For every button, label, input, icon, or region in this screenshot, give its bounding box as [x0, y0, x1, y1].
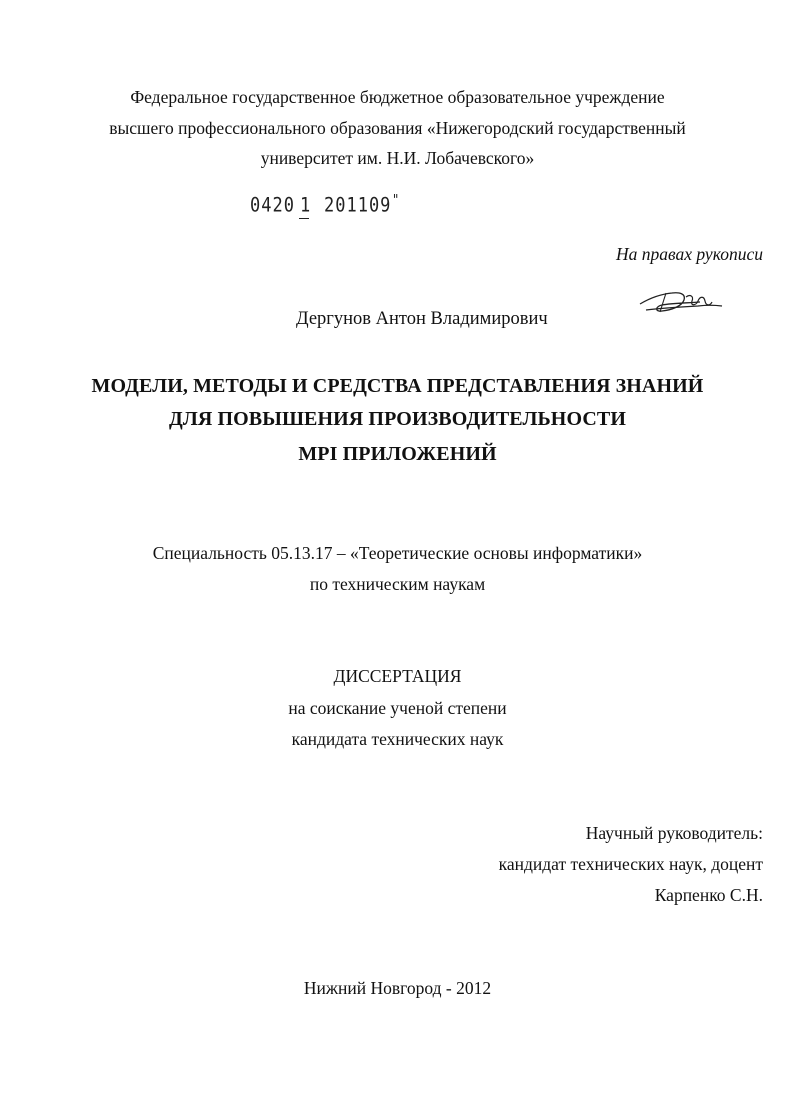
dissertation-degree-line-2: кандидата технических наук: [291, 729, 504, 749]
supervisor-degree: кандидат технических наук, доцент: [498, 854, 763, 874]
rights-note: На правах рукописи: [616, 244, 763, 264]
supervisor-name: Карпенко С.Н.: [654, 885, 763, 905]
stamp-number-d: ": [392, 192, 401, 209]
signature-icon: [632, 284, 732, 324]
institution-line-1: Федеральное государственное бюджетное образовательное учреждение: [130, 87, 665, 107]
author-name: Дергунов Антон Владимирович: [296, 309, 548, 329]
institution-line-2: высшего профессионального образования «Нижегородский государственный: [109, 118, 686, 138]
dissertation-label: ДИССЕРТАЦИЯ: [333, 666, 462, 686]
dissertation-degree-line-1: на соискание ученой степени: [288, 698, 507, 718]
title-line-1: МОДЕЛИ, МЕТОДЫ И СРЕДСТВА ПРЕДСТАВЛЕНИЯ ЗНАНИЙ: [91, 375, 704, 397]
city-year: Нижний Новгород - 2012: [303, 978, 492, 998]
specialty-line-2: по техническим наукам: [309, 574, 486, 594]
stamp-number-c: 201109: [324, 194, 392, 217]
stamp-number-b: 1: [300, 194, 312, 217]
stamp-number-a: 0420: [250, 194, 295, 217]
title-line-2: ДЛЯ ПОВЫШЕНИЯ ПРОИЗВОДИТЕЛЬНОСТИ: [168, 408, 627, 430]
stamp-underline: [299, 218, 309, 219]
supervisor-label: Научный руководитель:: [585, 823, 763, 843]
institution-line-3: университет им. Н.И. Лобачевского»: [260, 148, 535, 168]
title-line-3: MPI ПРИЛОЖЕНИЙ: [298, 443, 497, 465]
specialty-line-1: Специальность 05.13.17 – «Теоретические основы информатики»: [152, 543, 643, 563]
